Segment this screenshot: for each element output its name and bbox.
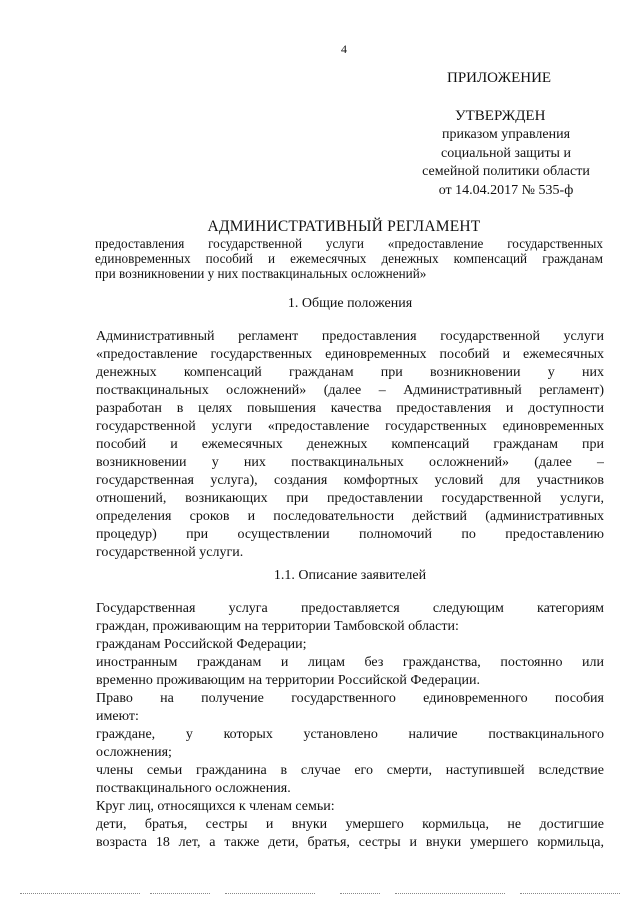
paragraph-line: государственная услуга), создания комфортных условий для участников <box>96 473 604 488</box>
document-subtitle <box>95 236 603 281</box>
scan-artifact-line <box>395 893 505 895</box>
paragraph-line: Круг лиц, относящихся к членам семьи: <box>96 799 335 814</box>
approved-label: УТВЕРЖДЕН <box>455 108 546 124</box>
paragraph-line: имеют: <box>96 709 139 724</box>
paragraph-line: Административный регламент предоставления государственной услуги <box>96 329 604 344</box>
paragraph-line: денежных компенсаций гражданам при возникновении у них <box>96 365 604 380</box>
paragraph-line: члены семьи гражданина в случае его смерти, наступившей вследствие <box>96 763 604 778</box>
paragraph-line: граждан, проживающим на территории Тамбовской области: <box>96 619 459 634</box>
paragraph-line: иностранным гражданам и лицам без гражданства, постоянно или <box>96 655 604 670</box>
paragraph-line: «предоставление государственных единовременных пособий и ежемесячных <box>96 347 604 362</box>
order-line: семейной политики области <box>422 164 590 179</box>
paragraph-line: поствакцинальных осложнений» (далее – Административный регламент) <box>96 383 604 398</box>
paragraph-line: осложнения; <box>96 745 172 760</box>
paragraph-line: государственной услуги «предоставление государственных единовременных <box>96 419 604 434</box>
paragraph-line: возраста 18 лет, а также дети, братья, сестры и внуки умершего кормильца, <box>96 835 604 850</box>
paragraph-line: пособий и ежемесячных денежных компенсаций гражданам при <box>96 437 604 452</box>
order-line: социальной защиты и <box>441 145 571 161</box>
scan-artifact-line <box>150 893 210 895</box>
paragraph-line: временно проживающим на территории Российской Федерации. <box>96 673 480 688</box>
paragraph-line: Право на получение государственного единовременного пособия <box>96 691 604 706</box>
subtitle-line: единовременных пособий и ежемесячных денежных компенсаций гражданам <box>95 251 603 266</box>
paragraph-line: Государственная услуга предоставляется следующим категориям <box>96 601 604 616</box>
paragraph-line: отношений, возникающих при предоставлении государственной услуги, <box>96 491 604 506</box>
section-1-heading: 1. Общие положения <box>287 296 413 311</box>
document-title: АДМИНИСТРАТИВНЫЙ РЕГЛАМЕНТ <box>207 218 481 235</box>
paragraph-line: процедур) при осуществлении полномочий по предоставлению <box>96 527 604 542</box>
paragraph-line: гражданам Российской Федерации; <box>96 637 307 652</box>
scan-artifact-line <box>225 893 315 895</box>
order-line: от 14.04.2017 № 535-ф <box>438 182 574 198</box>
subtitle-line: при возникновении у них поствакцинальных осложнений» <box>95 266 427 281</box>
page-number: 4 <box>341 42 347 56</box>
section-1-text <box>96 328 604 562</box>
paragraph-line: государственной услуги. <box>96 545 244 560</box>
order-line: приказом управления <box>441 127 571 142</box>
appendix-label: ПРИЛОЖЕНИЕ <box>447 70 552 86</box>
paragraph-line: возникновении у них поствакцинальных осложнений» (далее – <box>96 455 604 470</box>
scan-artifact-line <box>340 893 380 895</box>
section-1-1-text <box>96 600 604 852</box>
approval-order <box>406 126 606 200</box>
subtitle-line: предоставления государственной услуги «предоставление государственных <box>95 236 603 251</box>
section-1-1-heading: 1.1. Описание заявителей <box>273 568 427 583</box>
paragraph-line: определения сроков и последовательности действий (административных <box>96 509 604 524</box>
scan-artifact-line <box>520 893 620 895</box>
paragraph-line: дети, братья, сестры и внуки умершего кормильца, не достигшие <box>96 817 604 832</box>
paragraph-line: поствакцинального осложнения. <box>96 781 291 796</box>
scan-artifact-line <box>20 893 140 895</box>
paragraph-line: разработан в целях повышения качества предоставления и доступности <box>96 401 604 416</box>
paragraph-line: граждане, у которых установлено наличие поствакцинального <box>96 727 604 742</box>
